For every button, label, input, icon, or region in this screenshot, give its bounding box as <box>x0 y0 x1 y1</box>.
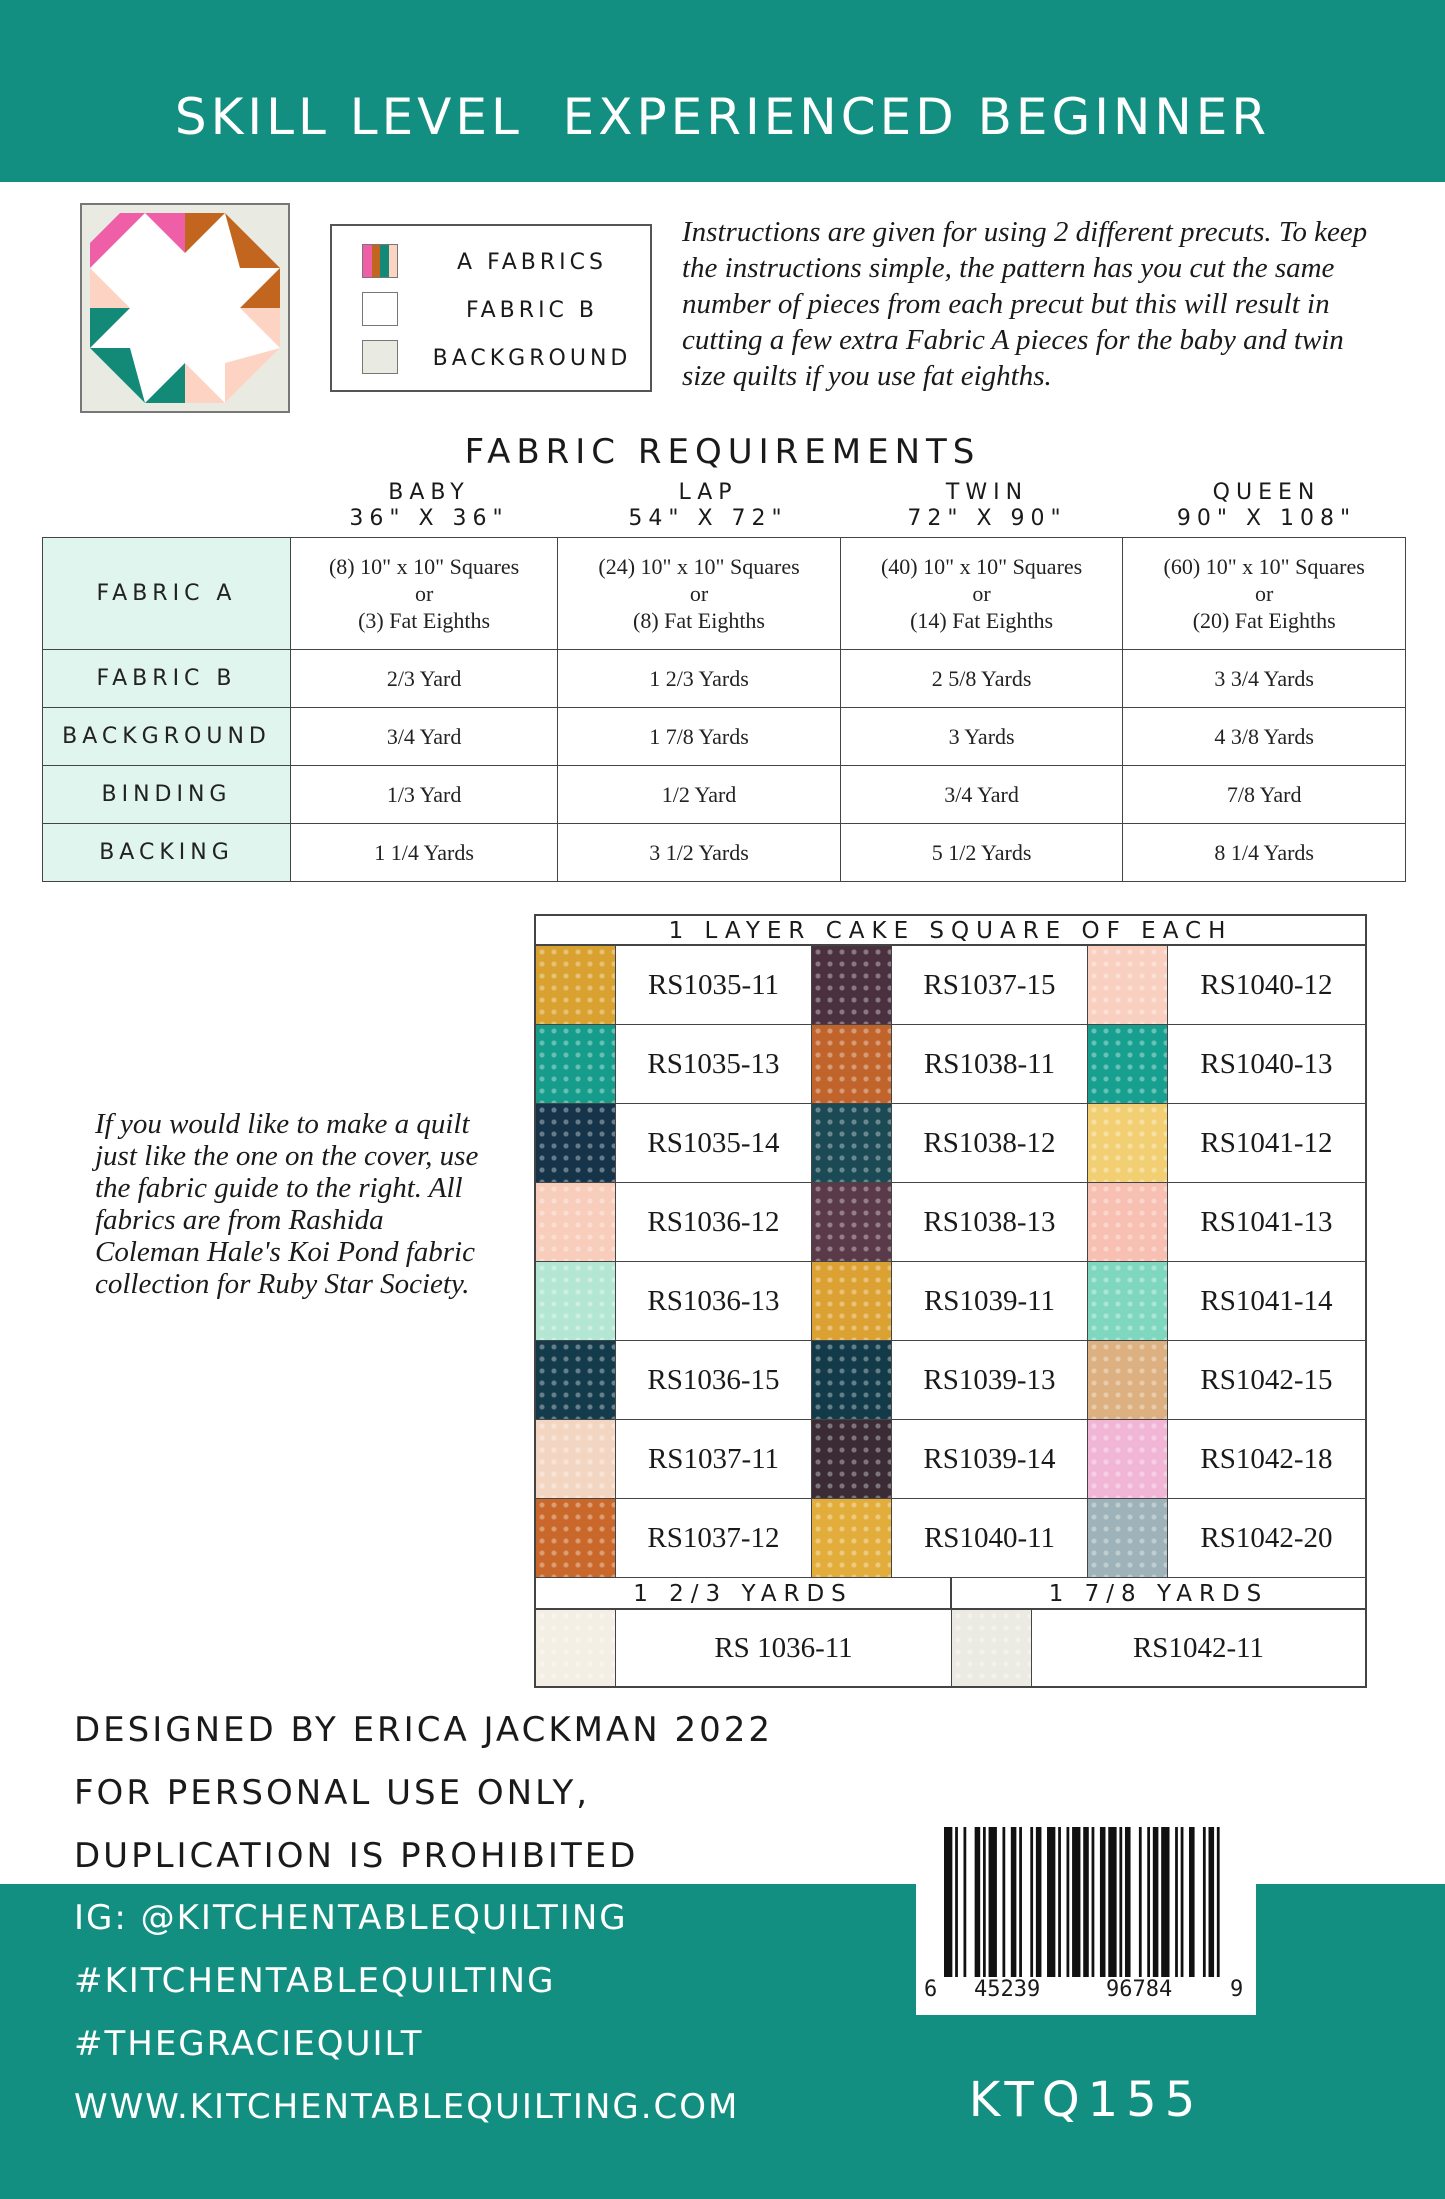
column-size: 72" X 90" <box>907 506 1067 531</box>
fabric-swatch <box>536 1499 616 1578</box>
fabric-swatch <box>812 1341 892 1420</box>
barcode-bar <box>1203 1827 1206 1977</box>
barcode-bar <box>1083 1827 1089 1977</box>
yardage-header <box>536 1578 1365 1610</box>
cell-line: (8) Fat Eighths <box>633 608 765 633</box>
fabric-code: RS1038-13 <box>892 1183 1088 1262</box>
barcode-bar <box>1030 1827 1033 1977</box>
fabric-swatch <box>952 1610 1032 1686</box>
fabric-code: RS1041-13 <box>1168 1183 1365 1262</box>
column-size: 54" X 72" <box>628 506 788 531</box>
column-header-twin <box>848 480 1126 532</box>
fabric-requirements-table <box>42 537 1406 882</box>
fabric-code: RS1038-11 <box>892 1025 1088 1104</box>
fabric-swatch <box>812 946 892 1025</box>
fabric-code: RS1041-12 <box>1168 1104 1365 1183</box>
fabric-swatch <box>536 1262 616 1341</box>
header-band <box>0 0 1445 182</box>
barcode-bar <box>1019 1827 1022 1977</box>
barcode-digit: 6 <box>924 1977 938 2002</box>
table-cell <box>558 538 841 650</box>
cell-line: or <box>1255 581 1274 606</box>
fabric-code: RS1039-13 <box>892 1341 1088 1420</box>
table-row <box>43 650 1406 708</box>
fabric-code: RS1037-11 <box>616 1420 812 1499</box>
cell-line: or <box>972 581 991 606</box>
product-sku: KTQ155 <box>968 2072 1204 2128</box>
table-cell: 3 1/2 Yards <box>558 824 841 882</box>
credit-line: DESIGNED BY ERICA JACKMAN 2022 <box>74 1710 773 1750</box>
row-label: BACKGROUND <box>43 708 291 766</box>
cell-line: (20) Fat Eighths <box>1192 608 1336 633</box>
fabric-swatch <box>812 1262 892 1341</box>
barcode-bar <box>1011 1827 1017 1977</box>
table-cell: 2 5/8 Yards <box>840 650 1123 708</box>
table-cell: 8 1/4 Yards <box>1123 824 1406 882</box>
fabric-code: RS1040-12 <box>1168 946 1365 1025</box>
barcode-bar <box>1100 1827 1106 1977</box>
fabric-swatch <box>1088 1420 1168 1499</box>
barcode-bar <box>1072 1827 1080 1977</box>
fabric-code: RS1036-12 <box>616 1183 812 1262</box>
fabric-swatch <box>812 1420 892 1499</box>
fabric-code: RS1035-11 <box>616 946 812 1025</box>
layer-cake-title: 1 LAYER CAKE SQUARE OF EACH <box>536 916 1365 946</box>
table-cell: 7/8 Yard <box>1123 766 1406 824</box>
column-header-baby <box>290 480 568 532</box>
yardage-row <box>536 1610 1365 1686</box>
column-header-lap <box>569 480 847 532</box>
fabric-swatch <box>1088 946 1168 1025</box>
table-cell: 2/3 Yard <box>291 650 558 708</box>
credit-line: FOR PERSONAL USE ONLY, <box>74 1773 591 1813</box>
legend-label: FABRIC B <box>466 298 598 323</box>
fabric-swatch <box>536 946 616 1025</box>
barcode <box>916 1815 1256 2015</box>
table-cell: 5 1/2 Yards <box>840 824 1123 882</box>
layer-cake-grid <box>536 946 1365 1578</box>
barcode-bar <box>944 1827 952 1977</box>
barcode-digit: 45239 <box>974 1977 1041 2002</box>
barcode-bar <box>1002 1827 1005 1977</box>
table-cell <box>291 538 558 650</box>
cell-line: (14) Fat Eighths <box>910 608 1054 633</box>
intro-instructions: Instructions are given for using 2 different precuts. To keep the instructions simple, the pattern has you cut the same number of pieces from each precut but this will result in cutting a few extra Fabric A pieces for the baby and twin size quilts if you use fat eighths. <box>682 216 1368 392</box>
fabric-code: RS1041-14 <box>1168 1262 1365 1341</box>
credit-line: DUPLICATION IS PROHIBITED <box>74 1836 639 1876</box>
table-cell: 1/3 Yard <box>291 766 558 824</box>
fabric-code: RS1036-13 <box>616 1262 812 1341</box>
fabric-swatch <box>536 1610 616 1686</box>
table-cell: 1 1/4 Yards <box>291 824 558 882</box>
fabric-swatch <box>536 1420 616 1499</box>
a-fabrics-swatch <box>362 244 398 278</box>
barcode-bar <box>1047 1827 1055 1977</box>
cell-line: (24) 10" x 10" Squares <box>598 554 800 579</box>
table-cell: 1/2 Yard <box>558 766 841 824</box>
table-cell: 4 3/8 Yards <box>1123 708 1406 766</box>
fabric-code: RS1042-11 <box>1132 1632 1265 1664</box>
legend-row-background <box>332 334 650 374</box>
fabric-code: RS1035-13 <box>616 1025 812 1104</box>
fabric-swatch <box>1088 1183 1168 1262</box>
row-label: BINDING <box>43 766 291 824</box>
skill-level-title: SKILL LEVEL EXPERIENCED BEGINNER <box>174 88 1271 146</box>
fabric-guide-note: If you would like to make a quilt just like the one on the cover, use the fabric guide to the right. All fabrics are from Rashida Coleman Hale's Koi Pond fabric collection for Ruby Star Society. <box>95 1108 479 1300</box>
table-cell: 3/4 Yard <box>291 708 558 766</box>
barcode-bar <box>1092 1827 1095 1977</box>
barcode-digit: 96784 <box>1106 1977 1173 2002</box>
fabric-swatch <box>812 1025 892 1104</box>
fabric-swatch <box>1088 1499 1168 1578</box>
table-cell: 3 Yards <box>840 708 1123 766</box>
barcode-bar <box>1161 1827 1169 1977</box>
barcode-bar <box>1108 1827 1116 1977</box>
table-cell: 3/4 Yard <box>840 766 1123 824</box>
cell-line: (60) 10" x 10" Squares <box>1163 554 1365 579</box>
legend-row-a-fabrics <box>332 238 650 278</box>
cell-line: (8) 10" x 10" Squares <box>328 554 520 579</box>
fabric-swatch <box>812 1104 892 1183</box>
quilt-block-thumbnail <box>80 203 290 413</box>
fabric-code: RS1035-14 <box>616 1104 812 1183</box>
fabric-guide-table <box>534 914 1367 1688</box>
row-label: BACKING <box>43 824 291 882</box>
fabric-requirements-title: FABRIC REQUIREMENTS <box>464 432 981 472</box>
cell-line: (3) Fat Eighths <box>358 608 491 633</box>
fabric-code: RS1040-13 <box>1168 1025 1365 1104</box>
column-name: LAP <box>678 480 738 505</box>
barcode-bar <box>983 1827 986 1977</box>
table-cell: 1 2/3 Yards <box>558 650 841 708</box>
barcode-bar <box>963 1827 966 1977</box>
barcode-bar <box>1036 1827 1042 1977</box>
fabric-swatch <box>536 1104 616 1183</box>
barcode-bar <box>1217 1827 1220 1977</box>
fabric-legend <box>330 224 652 392</box>
cell-line: (40) 10" x 10" Squares <box>880 554 1083 579</box>
barcode-bar <box>1119 1827 1122 1977</box>
barcode-bars <box>944 1827 1228 1977</box>
barcode-bar <box>955 1827 958 1977</box>
fabric-code: RS1039-14 <box>892 1420 1088 1499</box>
column-name: QUEEN <box>1212 480 1321 505</box>
fabric-code: RS 1036-11 <box>616 1610 952 1686</box>
table-row <box>43 708 1406 766</box>
hashtag[interactable]: #THEGRACIEQUILT <box>74 2024 424 2064</box>
barcode-bar <box>1125 1827 1131 1977</box>
cell-line: or <box>689 581 709 606</box>
table-row <box>43 824 1406 882</box>
barcode-bar <box>1175 1827 1178 1977</box>
fabric-swatch <box>1088 1025 1168 1104</box>
legend-label: A FABRICS <box>457 250 607 275</box>
fabric-code: RS1036-15 <box>616 1341 812 1420</box>
fabric-swatch <box>536 1341 616 1420</box>
fabric-code: RS1040-11 <box>892 1499 1088 1578</box>
barcode-bar <box>1058 1827 1061 1977</box>
barcode-bar <box>1181 1827 1184 1977</box>
barcode-bar <box>975 1827 981 1977</box>
fabric-swatch <box>536 1025 616 1104</box>
column-name: BABY <box>388 480 470 505</box>
column-size: 36" X 36" <box>349 506 509 531</box>
fabric-code: RS1038-12 <box>892 1104 1088 1183</box>
hashtag[interactable]: #KITCHENTABLEQUILTING <box>74 1961 556 2001</box>
barcode-bar <box>1147 1827 1150 1977</box>
website-link[interactable]: WWW.KITCHENTABLEQUILTING.COM <box>74 2087 740 2127</box>
legend-row-fabric-b <box>332 286 650 326</box>
column-size: 90" X 108" <box>1176 506 1357 531</box>
yardage-label: 1 7/8 YARDS <box>1048 1581 1269 1607</box>
fabric-swatch <box>1088 1341 1168 1420</box>
row-label: FABRIC A <box>43 538 291 650</box>
barcode-bar <box>1153 1827 1159 1977</box>
table-row <box>43 538 1406 650</box>
instagram-handle[interactable]: IG: @KITCHENTABLEQUILTING <box>74 1898 628 1938</box>
barcode-bar <box>1067 1827 1070 1977</box>
fabric-swatch <box>812 1499 892 1578</box>
fabric-b-swatch <box>362 292 398 326</box>
column-header-queen <box>1127 480 1406 532</box>
barcode-bar <box>1189 1827 1195 1977</box>
row-label: FABRIC B <box>43 650 291 708</box>
fabric-code: RS1037-12 <box>616 1499 812 1578</box>
fabric-code: RS1042-15 <box>1168 1341 1365 1420</box>
fabric-swatch <box>812 1183 892 1262</box>
column-name: TWIN <box>945 480 1029 505</box>
fabric-code: RS1042-18 <box>1168 1420 1365 1499</box>
table-row <box>43 766 1406 824</box>
legend-label: BACKGROUND <box>432 346 632 371</box>
fabric-swatch <box>1088 1104 1168 1183</box>
background-swatch <box>362 340 398 374</box>
barcode-bar <box>989 1827 997 1977</box>
table-cell <box>1123 538 1406 650</box>
fabric-swatch <box>1088 1262 1168 1341</box>
table-cell <box>840 538 1123 650</box>
barcode-bar <box>1209 1827 1215 1977</box>
cell-line: or <box>414 581 434 606</box>
yardage-label: 1 2/3 YARDS <box>536 1578 952 1610</box>
fabric-code: RS1042-20 <box>1168 1499 1365 1578</box>
fabric-swatch <box>536 1183 616 1262</box>
fabric-code: RS1039-11 <box>892 1262 1088 1341</box>
quilt-block-illustration <box>82 205 288 411</box>
table-cell: 3 3/4 Yards <box>1123 650 1406 708</box>
barcode-bar <box>1139 1827 1142 1977</box>
fabric-code: RS1037-15 <box>892 946 1088 1025</box>
table-cell: 1 7/8 Yards <box>558 708 841 766</box>
barcode-digit: 9 <box>1230 1977 1244 2002</box>
